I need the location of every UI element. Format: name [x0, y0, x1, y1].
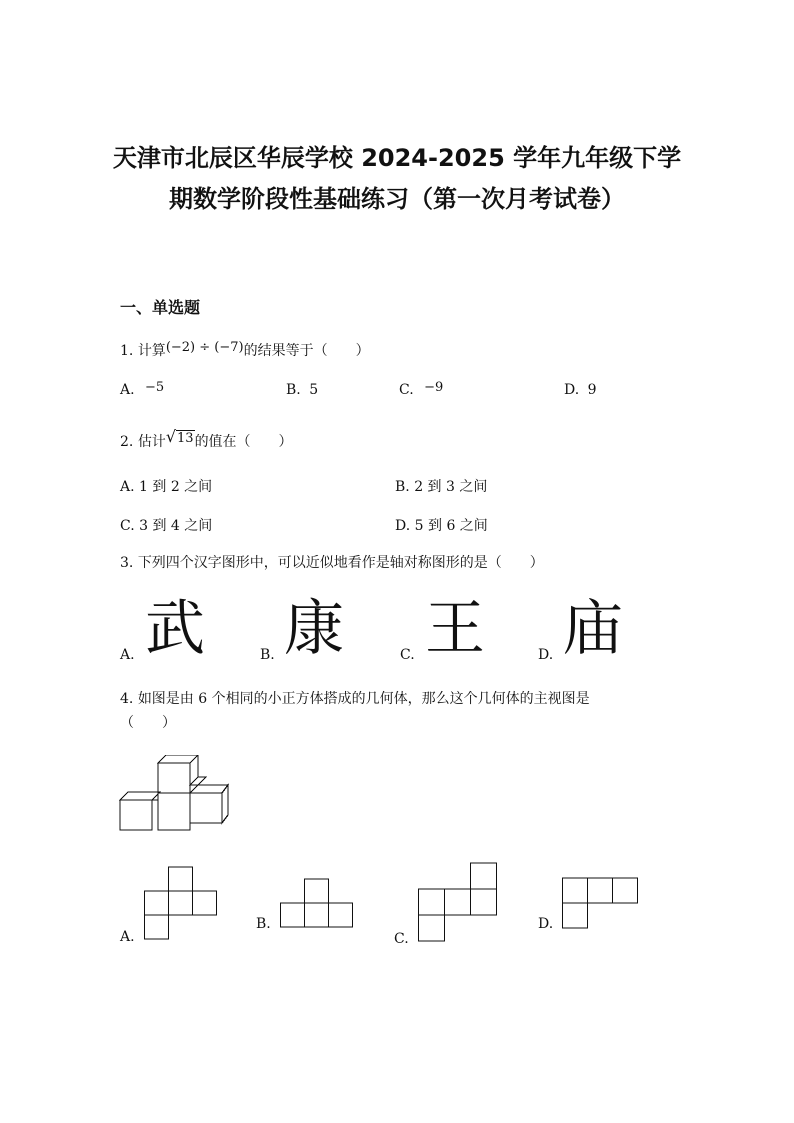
option-d[interactable]	[564, 382, 597, 398]
option-letter: B.	[286, 382, 301, 398]
question-1	[120, 340, 370, 363]
question-prefix: 计算	[137, 343, 166, 359]
page-title-line-1: 天津市北辰区华辰学校 2024-2025 学年九年级下学	[112, 144, 682, 172]
option-a[interactable]	[120, 382, 164, 398]
option-letter: D.	[564, 382, 580, 398]
view-figure-b	[280, 878, 356, 930]
option-b[interactable]	[256, 916, 271, 932]
question-4-paren: （ ）	[120, 715, 176, 731]
option-a[interactable]	[120, 929, 135, 945]
option-letter: D.	[395, 518, 411, 534]
question-4	[120, 688, 590, 710]
hanzi-image-b: 康	[284, 594, 344, 664]
option-c[interactable]	[400, 647, 415, 663]
cube-stack-figure	[118, 755, 230, 835]
question-2	[120, 427, 293, 454]
option-letter: C.	[399, 382, 414, 398]
question-3	[120, 552, 544, 574]
option-d[interactable]	[538, 916, 553, 932]
option-value: 5	[309, 382, 319, 398]
view-figure-c	[418, 862, 498, 944]
option-letter: D.	[538, 916, 554, 932]
section-header: 一、单选题	[120, 298, 201, 317]
option-c[interactable]	[394, 931, 409, 947]
option-letter: B.	[395, 479, 410, 495]
question-text: 下列四个汉字图形中，可以近似地看作是轴对称图形的是（ ）	[137, 555, 544, 571]
option-a[interactable]	[120, 476, 212, 496]
option-b[interactable]	[286, 382, 318, 398]
sqrt-sign: √	[165, 427, 177, 446]
option-letter: A.	[120, 929, 135, 945]
page-title-line-2: 期数学阶段性基础练习（第一次月考试卷）	[169, 185, 625, 213]
question-number: 1.	[120, 343, 134, 359]
question-number: 4.	[120, 691, 134, 707]
question-suffix: 的结果等于（ ）	[243, 343, 370, 359]
sqrt-expression	[166, 426, 195, 450]
option-c[interactable]	[399, 382, 443, 398]
view-figure-d	[562, 877, 642, 931]
option-d[interactable]	[395, 515, 488, 535]
option-value: 1 到 2 之间	[139, 479, 213, 495]
option-b[interactable]	[395, 476, 487, 496]
hanzi-image-d: 庙	[563, 594, 623, 664]
option-letter: A.	[120, 382, 135, 398]
question-text: 如图是由 6 个相同的小正方体搭成的几何体，那么这个几何体的主视图是	[137, 691, 590, 707]
hanzi-image-a: 武	[145, 594, 205, 664]
option-letter: B.	[260, 647, 275, 663]
option-a[interactable]	[120, 647, 135, 663]
option-value: −9	[424, 380, 444, 395]
option-value: 9	[587, 382, 597, 398]
option-letter: C.	[400, 647, 415, 663]
option-letter: A.	[120, 479, 135, 495]
option-d[interactable]	[538, 647, 553, 663]
math-expression: (−2) ÷ (−7)	[165, 340, 244, 355]
option-letter: B.	[256, 916, 271, 932]
option-letter: C.	[394, 931, 409, 947]
question-suffix: 的值在（ ）	[194, 434, 293, 450]
radicand: 13	[177, 431, 194, 446]
question-prefix: 估计	[137, 434, 166, 450]
option-b[interactable]	[260, 647, 275, 663]
option-c[interactable]	[120, 515, 212, 535]
hanzi-image-c: 王	[425, 594, 485, 664]
question-number: 2.	[120, 434, 134, 450]
option-letter: C.	[120, 518, 135, 534]
view-figure-a	[144, 866, 220, 942]
option-value: 5 到 6 之间	[414, 518, 488, 534]
option-value: 2 到 3 之间	[414, 479, 488, 495]
option-value: −5	[145, 380, 165, 395]
option-letter: D.	[538, 647, 554, 663]
question-number: 3.	[120, 555, 134, 571]
option-letter: A.	[120, 647, 135, 663]
option-value: 3 到 4 之间	[139, 518, 213, 534]
